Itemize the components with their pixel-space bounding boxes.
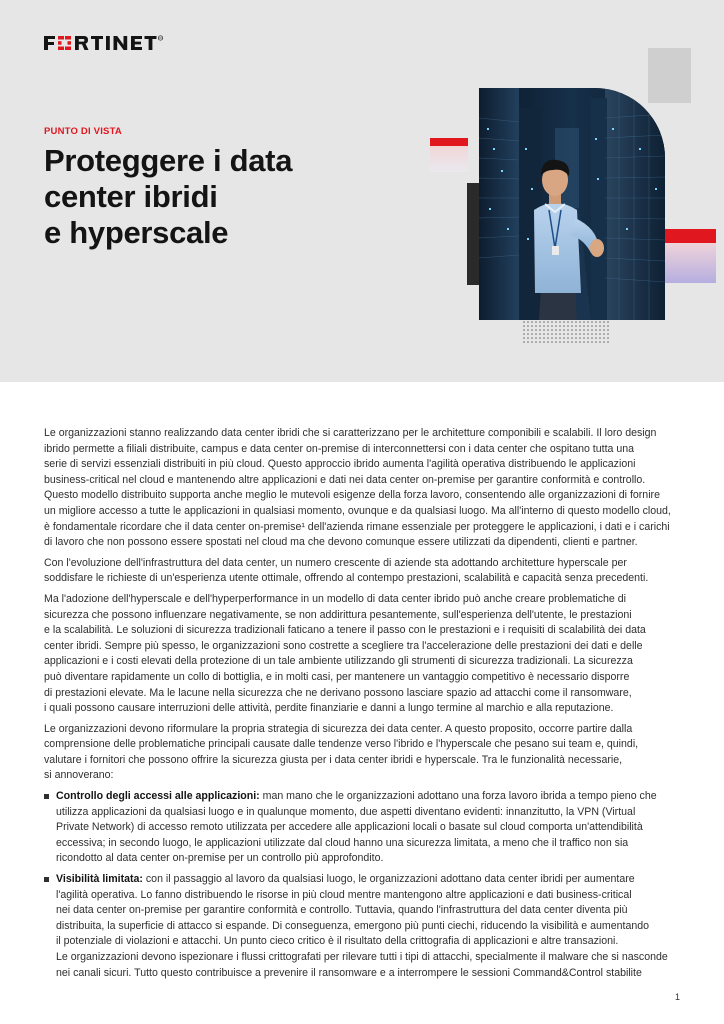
deco-dot-grid [523,321,609,343]
paragraph [44,722,684,784]
bullet-title: Controllo degli accessi alle applicazioni: [56,790,260,803]
body-content [44,426,684,981]
text-line: sicurezza che possono influenzare negativamente, se non addirittura pesantemente, sull'esperienza dell'utente, le prestazioni [44,608,632,621]
text-line: Con l'evoluzione dell'infrastruttura del data center, un numero crescente di aziende sta adottando architetture hyperscale per [44,556,627,569]
kicker-label: PUNTO DI VISTA [44,126,122,137]
text-line: può diventare rapidamente un collo di bottiglia, e in molti casi, per mantenere un vantaggio competitivo è necessario disporre [44,670,630,683]
text-line: distribuita, la superficie di attacco si espande. Di conseguenza, emergono più punti ciechi, riducendo la visibilità e aumentando [56,919,650,932]
datacenter-photo-illustration [479,88,665,320]
bullet-item [44,872,684,981]
text-line: l'agilità operativa. Lo fanno distribuendo le risorse in più cloud mentre mantengono altre applicazioni e dati business-critical [56,888,632,901]
text-line: Private Network) di accesso remoto utilizzata per accedere alle applicazioni locali o basate sul cloud comporta un'attendibilità [56,821,643,834]
text-line: di prestazioni elevate. Ma le lacune nella sicurezza che ne derivano possono lasciare spazio ad attacchi come il ransomware, [44,686,632,699]
text-line: e la scalabilità. Le soluzioni di sicurezza tradizionali faticano a tenere il passo con le prestazioni e i requisiti di scalabilità dei data [44,624,646,637]
deco-dark-bar [467,183,479,285]
text-line: Le organizzazioni devono riformulare la propria strategia di sicurezza dei data center. A questo proposito, occorre partire dalla [44,722,633,735]
bullet-marker [44,877,49,882]
bullet-marker [44,794,49,799]
text-line: applicazioni e i costi elevati della protezione di un tale ambiente utilizzando gli strumenti di sicurezza tradizionali. La sicurezza [44,655,633,668]
text-line: serie di servizi essenziali distribuiti in più cloud. Questo approccio ibrido aumenta l'agilità operativa distribuendo le applicazioni [44,458,636,471]
hero-photo [479,88,665,320]
text-line [56,872,684,888]
text-line: ibrido permette a filiali distribuite, campus e data center on-premise di interconnettersi con i data center che ospitano tutta una [44,442,635,455]
fortinet-logo [44,35,179,51]
deco-red-stripe-left [430,138,468,146]
paragraph [44,556,684,587]
text-line: business-critical nel cloud e mantenendo altre applicazioni e dati nei data center on-premise per garantire conformità e controllo. [44,473,646,486]
text-line: Questo modello distribuito supporta anche meglio le mutevoli esigenze della forza lavoro, consentendo alle organizzazioni di fornire [44,489,660,502]
page-number: 1 [674,992,680,1002]
text-line: nei data center on-premise per garantire conformità e controllo. Tuttavia, quando l'infrastruttura del data center diventa più [56,904,628,917]
bullet-text: man mano che le organizzazioni adottano una forza lavoro ibrida a tempo pieno che [259,790,657,803]
text-line: Le organizzazioni stanno realizzando data center ibridi che si caratterizzano per le architetture componibili e scalabili. Il loro design [44,427,657,439]
bullet-text: con il passaggio al lavoro da qualsiasi luogo, le organizzazioni adottano data center ibridi per aumentare [142,873,635,886]
text-line: ricondotto al data center on-premise per un controllo più approfondito. [56,852,384,865]
text-line: soddisfare le richieste di un'esperienza utente ottimale, offrendo al contempo prestazioni, scalabilità e capacità senza precedenti. [44,572,649,585]
paragraph [44,592,684,717]
text-line: è fondamentale ricordare che il data center on-premise¹ dell'azienda rimane essenziale per proteggere le applicazioni, i dati e i carichi [44,520,670,533]
svg-text:R: R [159,36,162,41]
text-line: valutare i fornitori che possono offrire la sicurezza giusta per i data center ibridi e hyperscale. Tra le funzionalità necessarie, [44,753,623,766]
text-line: si annoverano: [44,769,114,782]
deco-gradient-left [430,146,468,172]
deco-gray-block-top [648,48,691,103]
page-title [44,143,364,251]
text-line: nei canali sicuri. Tutto questo contribuisce a prevenire il ransomware e a interrompere le sessioni Command&Control stabilite [56,966,642,979]
text-line [56,789,684,805]
text-line: eccessiva; in secondo luogo, le applicazioni utilizzate dal cloud hanno una sicurezza limitata, a meno che il traffico non sia [56,836,629,849]
bullet-title: Visibilità limitata: [56,873,143,886]
text-line: i quali possono causare interruzioni delle attività, perdite finanziarie e danni a lungo termine al marchio e alla reputazione. [44,702,614,715]
text-line: Le organizzazioni devono ispezionare i flussi crittografati per rilevare tutti i tipi di attacchi, specialmente il malware che si nasconde [56,951,668,963]
text-line: il potenziale di violazioni e attacchi. Un punto cieco critico è il risultato della crittografia di applicazioni e altre transazioni. [56,935,619,948]
title-line: center ibridi [44,179,218,214]
title-line: e hyperscale [44,215,229,250]
text-line: di lavoro che non possono essere spostati nel cloud ma che devono comunque essere utilizzati da dipendenti, clienti e partner. [44,536,638,549]
text-line: Ma l'adozione dell'hyperscale e dell'hyperperformance in un modello di data center ibrido può anche creare problematiche di [44,592,627,605]
bullet-item [44,789,684,867]
text-line: utilizza applicazioni da qualsiasi luogo e in qualunque momento, due aspetti diventano evidenti: innanzitutto, la VPN (Virtual [56,805,636,818]
text-line: un migliore accesso a tutte le applicazioni in qualsiasi momento, ovunque e da qualsiasi luogo. Ma all'interno di questo modello cloud, [44,504,671,517]
text-line: center ibridi. Sempre più spesso, le organizzazioni sono costrette a scegliere tra l'accelerazione delle prestazioni dei dati e delle [44,639,643,652]
text-line: comprensione delle problematiche principali causate dalle tendenze verso l'ibrido e l'hyperscale che pesano sui team e, quindi, [44,738,639,751]
paragraph [44,426,684,551]
deco-gradient-right [665,243,716,283]
fortinet-logo-wordmark [44,35,179,51]
title-line: Proteggere i data [44,143,293,178]
